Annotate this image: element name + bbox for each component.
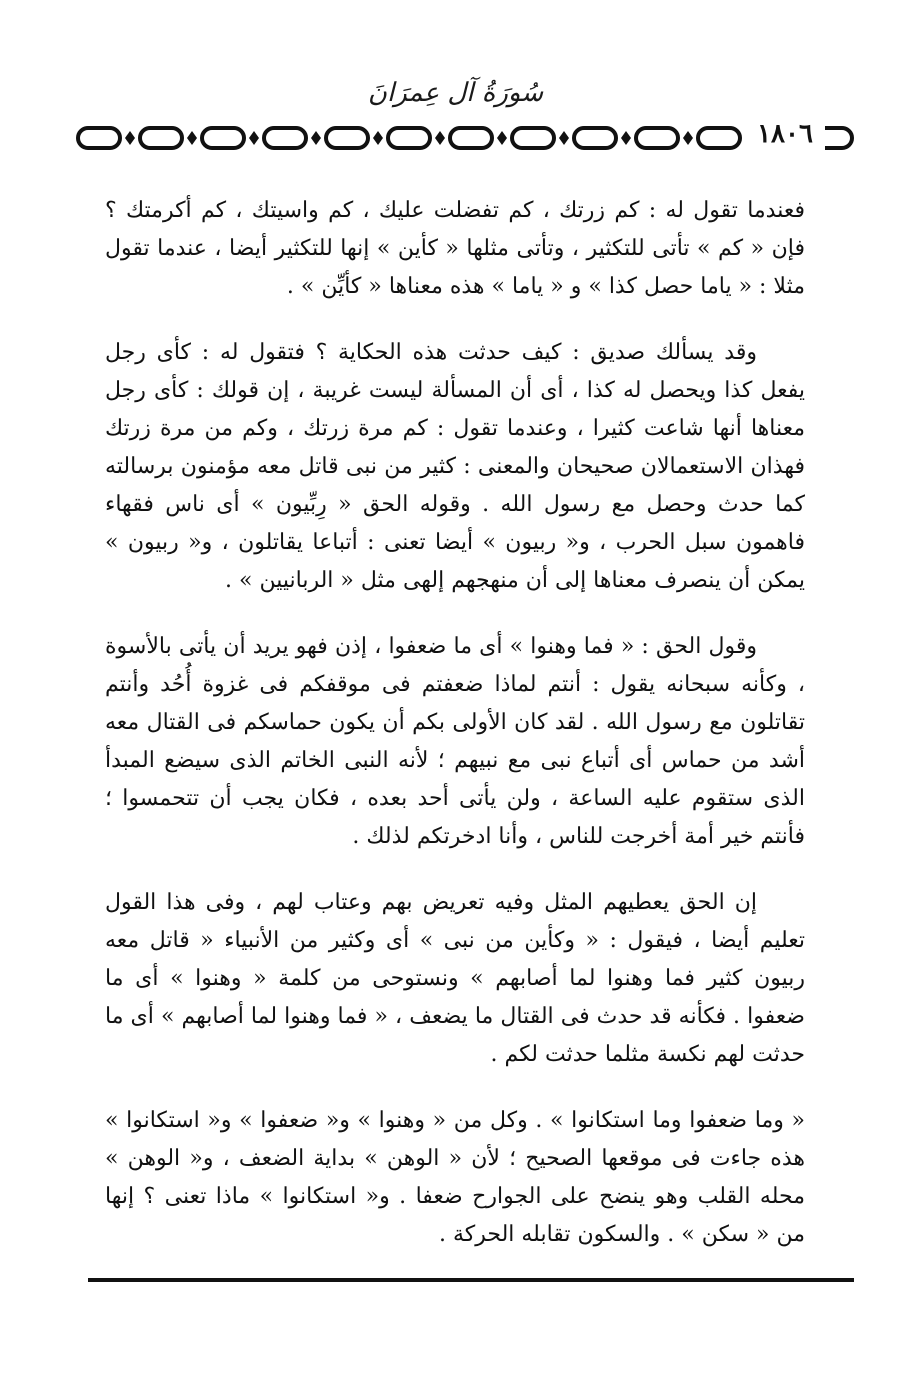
page-body <box>105 192 805 1282</box>
paragraph: وقول الحق : « فما وهنوا » أى ما ضعفوا ، إذن فهو يريد أن يأتى بالأسوة ، وكأنه سبحانه يقول : أنتم لماذا ضعفتم فى موقفكم فى غزوة أُحُد وأنتم تقاتلون مع رسول الله . لقد كان الأولى بكم أن يكون حماسكم فى القتال معه أشد من حماس أى أتباع نبى مع نبيهم ؛ لأنه النبى الخاتم الذى سيضع المبدأ الذى ستقوم عليه الساعة ، ولن يأتى أحد بعده ، فكان يجب أن تتحمسوا ؛ فأنتم خير أمة أخرجت للناس ، وأنا ادخرتكم لذلك . <box>105 634 805 849</box>
decorative-chain-border <box>76 120 856 156</box>
paragraph: وقد يسألك صديق : كيف حدثت هذه الحكاية ؟ فتقول له : كأى رجل يفعل كذا ويحصل له كذا ، أى أن المسألة ليست غريبة ، إن قولك : كأى رجل معناها أنها شاعت كثيرا ، وعندما تقول : كم مرة زرتك ، وكم من مرة زرتك فهذان الاستعمالان صحيحان والمعنى : كثير من نبى قاتل معه مؤمنون برسالته كما حدث وحصل مع رسول الله . وقوله الحق « رِبِّيون » أى ناس فقهاء فاهمون سبل الحرب ، و« ربيون » أيضا تعنى : أتباعا يقاتلون ، و« ربيون » يمكن أن ينصرف معناها إلى أن منهجهم إلهى مثل « الربانيين » . <box>105 340 805 593</box>
paragraph: فعندما تقول له : كم زرتك ، كم تفضلت عليك ، كم واسيتك ، كم أكرمتك ؟ فإن « كم » تأتى للتكثير ، وتأتى مثلها « كأين » إنها للتكثير أيضا ، عندما تقول مثلا : « ياما حصل كذا » و « ياما » هذه معناها « كأيِّن » . <box>105 198 805 299</box>
paragraph: « وما ضعفوا وما استكانوا » . وكل من « وهنوا » و« ضعفوا » و« استكانوا » هذه جاءت فى موقعها الصحيح ؛ لأن « الوهن » بداية الضعف ، و« الوهن » محله القلب وهو ينضح على الجوارح ضعفا . و« استكانوا » ماذا تعنى ؟ إنها من « سكن » . والسكون تقابله الحركة . <box>105 1108 805 1247</box>
running-title: سُورَةُ آل عِمرَانَ <box>367 78 544 108</box>
paragraph: إن الحق يعطيهم المثل وفيه تعريض بهم وعتاب لهم ، وفى هذا القول تعليم أيضا ، فيقول : « وكأين من نبى » أى وكثير من الأنبياء « قاتل معه ربيون كثير فما وهنوا لما أصابهم » ونستوحى من كلمة « وهنوا » أى ما ضعفوا . فكأنه قد حدث فى القتال ما يضعف ، « فما وهنوا لما أصابهم » أى ما حدثت لهم نكسة مثلما حدثت لكم . <box>105 890 805 1067</box>
page-number: ١٨٠٦ <box>745 118 825 150</box>
footer-rule <box>88 1278 854 1282</box>
